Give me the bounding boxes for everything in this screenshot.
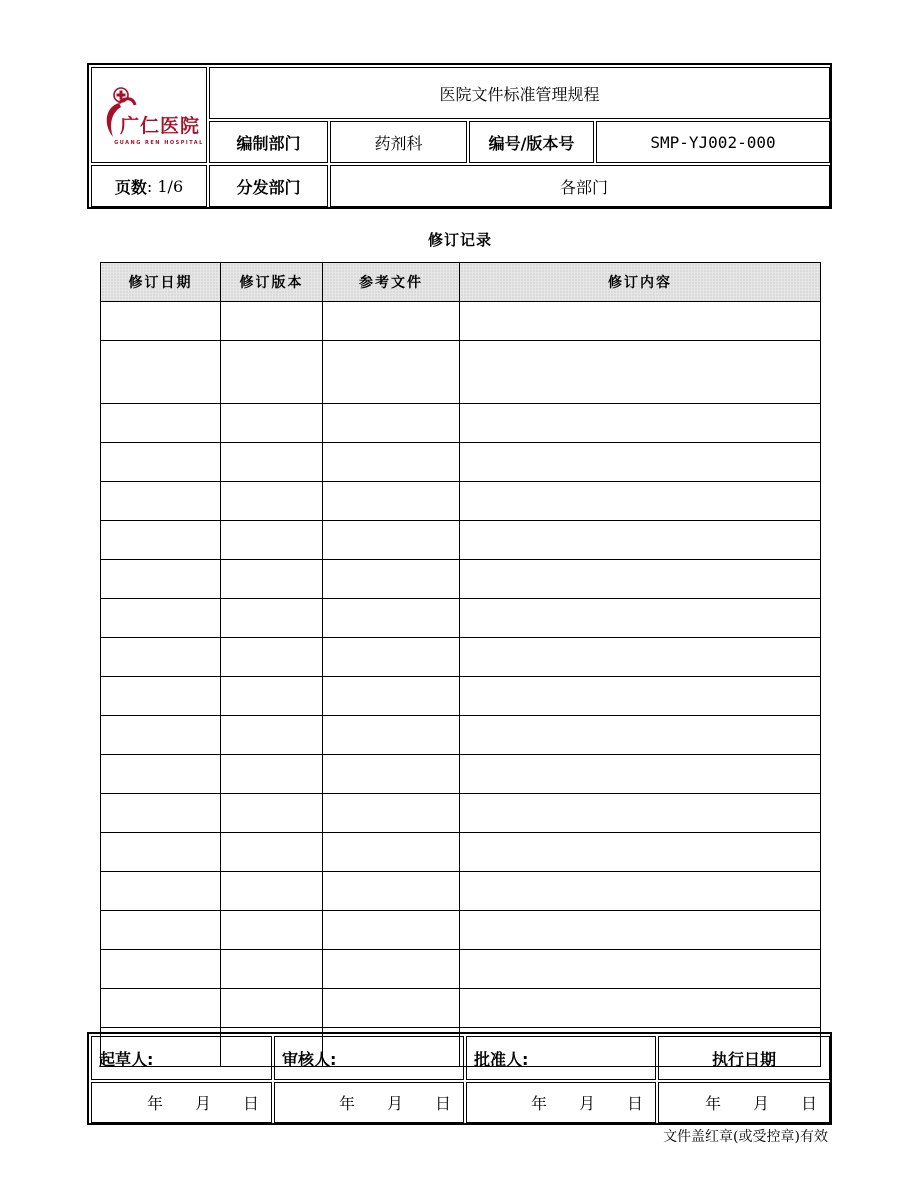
table-cell[interactable]	[323, 833, 460, 872]
table-cell[interactable]	[323, 716, 460, 755]
table-cell[interactable]	[101, 794, 221, 833]
signature-block	[87, 1032, 832, 1125]
table-cell[interactable]	[221, 716, 323, 755]
table-cell[interactable]	[323, 677, 460, 716]
table-cell[interactable]	[323, 950, 460, 989]
table-cell[interactable]	[221, 404, 323, 443]
table-row	[101, 482, 821, 521]
drafter-label: 起草人:	[91, 1036, 272, 1080]
revision-body	[101, 302, 821, 1067]
table-cell[interactable]	[460, 989, 821, 1028]
table-row	[101, 716, 821, 755]
table-cell[interactable]	[221, 443, 323, 482]
table-cell[interactable]	[323, 560, 460, 599]
table-cell[interactable]	[460, 599, 821, 638]
table-cell[interactable]	[460, 911, 821, 950]
revision-title: 修订记录	[427, 231, 492, 249]
date-year: 年	[704, 1094, 721, 1113]
logo-cell	[91, 67, 207, 163]
table-row	[101, 911, 821, 950]
table-row	[101, 833, 821, 872]
table-row	[101, 638, 821, 677]
table-cell[interactable]	[221, 755, 323, 794]
date-day: 日	[434, 1094, 451, 1113]
table-cell[interactable]	[460, 521, 821, 560]
table-cell[interactable]	[323, 989, 460, 1028]
reviewer-date	[274, 1082, 464, 1123]
col-revision-content: 修订内容	[460, 263, 821, 302]
table-cell[interactable]	[323, 482, 460, 521]
table-cell[interactable]	[323, 638, 460, 677]
table-cell[interactable]	[221, 677, 323, 716]
table-row	[101, 677, 821, 716]
date-month: 月	[752, 1094, 769, 1113]
table-cell[interactable]	[221, 638, 323, 677]
logo-english-name: GUANG REN HOSPITAL	[114, 139, 204, 146]
date-day: 日	[242, 1094, 259, 1113]
exec-date-label: 执行日期	[658, 1036, 830, 1080]
table-row	[101, 341, 821, 404]
table-cell[interactable]	[221, 833, 323, 872]
hospital-logo	[94, 85, 204, 146]
table-row	[101, 599, 821, 638]
page-count	[91, 165, 207, 207]
table-cell[interactable]	[460, 638, 821, 677]
table-cell[interactable]	[101, 599, 221, 638]
logo-name: 广仁医院	[119, 114, 200, 137]
table-cell[interactable]	[221, 911, 323, 950]
table-row	[101, 404, 821, 443]
table-row	[101, 755, 821, 794]
table-cell[interactable]	[101, 302, 221, 341]
table-cell[interactable]	[323, 404, 460, 443]
approver-date	[466, 1082, 656, 1123]
table-row	[101, 443, 821, 482]
table-cell[interactable]	[460, 755, 821, 794]
table-cell[interactable]	[101, 341, 221, 404]
col-revision-version: 修订版本	[221, 263, 323, 302]
footnote: 文件盖红章(或受控章)有效	[663, 1129, 828, 1145]
table-cell[interactable]	[101, 833, 221, 872]
table-cell[interactable]	[221, 521, 323, 560]
date-year: 年	[338, 1094, 355, 1113]
exec-date	[658, 1082, 830, 1123]
date-month: 月	[578, 1094, 595, 1113]
table-cell[interactable]	[460, 302, 821, 341]
col-reference-file: 参考文件	[323, 263, 460, 302]
date-month: 月	[194, 1094, 211, 1113]
table-row	[101, 560, 821, 599]
table-cell[interactable]	[101, 521, 221, 560]
table-row	[101, 989, 821, 1028]
table-cell[interactable]	[323, 521, 460, 560]
table-cell[interactable]	[221, 599, 323, 638]
table-cell[interactable]	[101, 872, 221, 911]
table-cell[interactable]	[323, 794, 460, 833]
table-cell[interactable]	[323, 443, 460, 482]
table-cell[interactable]	[460, 341, 821, 404]
table-cell[interactable]	[460, 833, 821, 872]
revision-header-row	[101, 263, 821, 302]
table-cell[interactable]	[323, 341, 460, 404]
revision-table	[100, 262, 821, 1067]
distribution-value: 各部门	[330, 165, 830, 207]
table-cell[interactable]	[221, 872, 323, 911]
table-cell[interactable]	[460, 716, 821, 755]
table-cell[interactable]	[221, 989, 323, 1028]
table-cell[interactable]	[221, 560, 323, 599]
document-header	[87, 63, 832, 209]
table-cell[interactable]	[460, 677, 821, 716]
number-value: SMP-YJ002-000	[596, 121, 830, 163]
table-cell[interactable]	[323, 755, 460, 794]
table-cell[interactable]	[101, 911, 221, 950]
table-cell[interactable]	[101, 755, 221, 794]
col-revision-date: 修订日期	[101, 263, 221, 302]
table-cell[interactable]	[323, 911, 460, 950]
table-cell[interactable]	[221, 950, 323, 989]
table-cell[interactable]	[460, 443, 821, 482]
dept-label: 编制部门	[209, 121, 328, 163]
date-month: 月	[386, 1094, 403, 1113]
document-title: 医院文件标准管理规程	[209, 67, 830, 119]
table-row	[101, 794, 821, 833]
date-year: 年	[146, 1094, 163, 1113]
table-cell[interactable]	[101, 989, 221, 1028]
drafter-date	[91, 1082, 272, 1123]
table-cell[interactable]	[460, 560, 821, 599]
table-cell[interactable]	[101, 482, 221, 521]
table-cell[interactable]	[101, 443, 221, 482]
table-cell[interactable]	[460, 404, 821, 443]
table-cell[interactable]	[221, 794, 323, 833]
reviewer-label: 审核人:	[274, 1036, 464, 1080]
table-cell[interactable]	[101, 950, 221, 989]
table-cell[interactable]	[221, 302, 323, 341]
table-cell[interactable]	[221, 341, 323, 404]
table-cell[interactable]	[101, 404, 221, 443]
table-cell[interactable]	[323, 872, 460, 911]
table-row	[101, 950, 821, 989]
page-value: : 1/6	[146, 176, 184, 196]
distribution-label: 分发部门	[209, 165, 328, 207]
number-label: 编号/版本号	[469, 121, 594, 163]
table-cell[interactable]	[323, 599, 460, 638]
table-cell[interactable]	[460, 794, 821, 833]
table-cell[interactable]	[101, 560, 221, 599]
table-row	[101, 872, 821, 911]
date-day: 日	[626, 1094, 643, 1113]
table-row	[101, 521, 821, 560]
table-cell[interactable]	[101, 638, 221, 677]
table-cell[interactable]	[460, 950, 821, 989]
date-year: 年	[530, 1094, 547, 1113]
table-cell[interactable]	[323, 302, 460, 341]
table-row	[101, 302, 821, 341]
date-day: 日	[800, 1094, 817, 1113]
table-cell[interactable]	[460, 872, 821, 911]
dept-value: 药剂科	[330, 121, 467, 163]
table-cell[interactable]	[101, 677, 221, 716]
approver-label: 批准人:	[466, 1036, 656, 1080]
page-label: 页数	[114, 177, 147, 197]
table-cell[interactable]	[460, 482, 821, 521]
table-cell[interactable]	[101, 716, 221, 755]
table-cell[interactable]	[221, 482, 323, 521]
